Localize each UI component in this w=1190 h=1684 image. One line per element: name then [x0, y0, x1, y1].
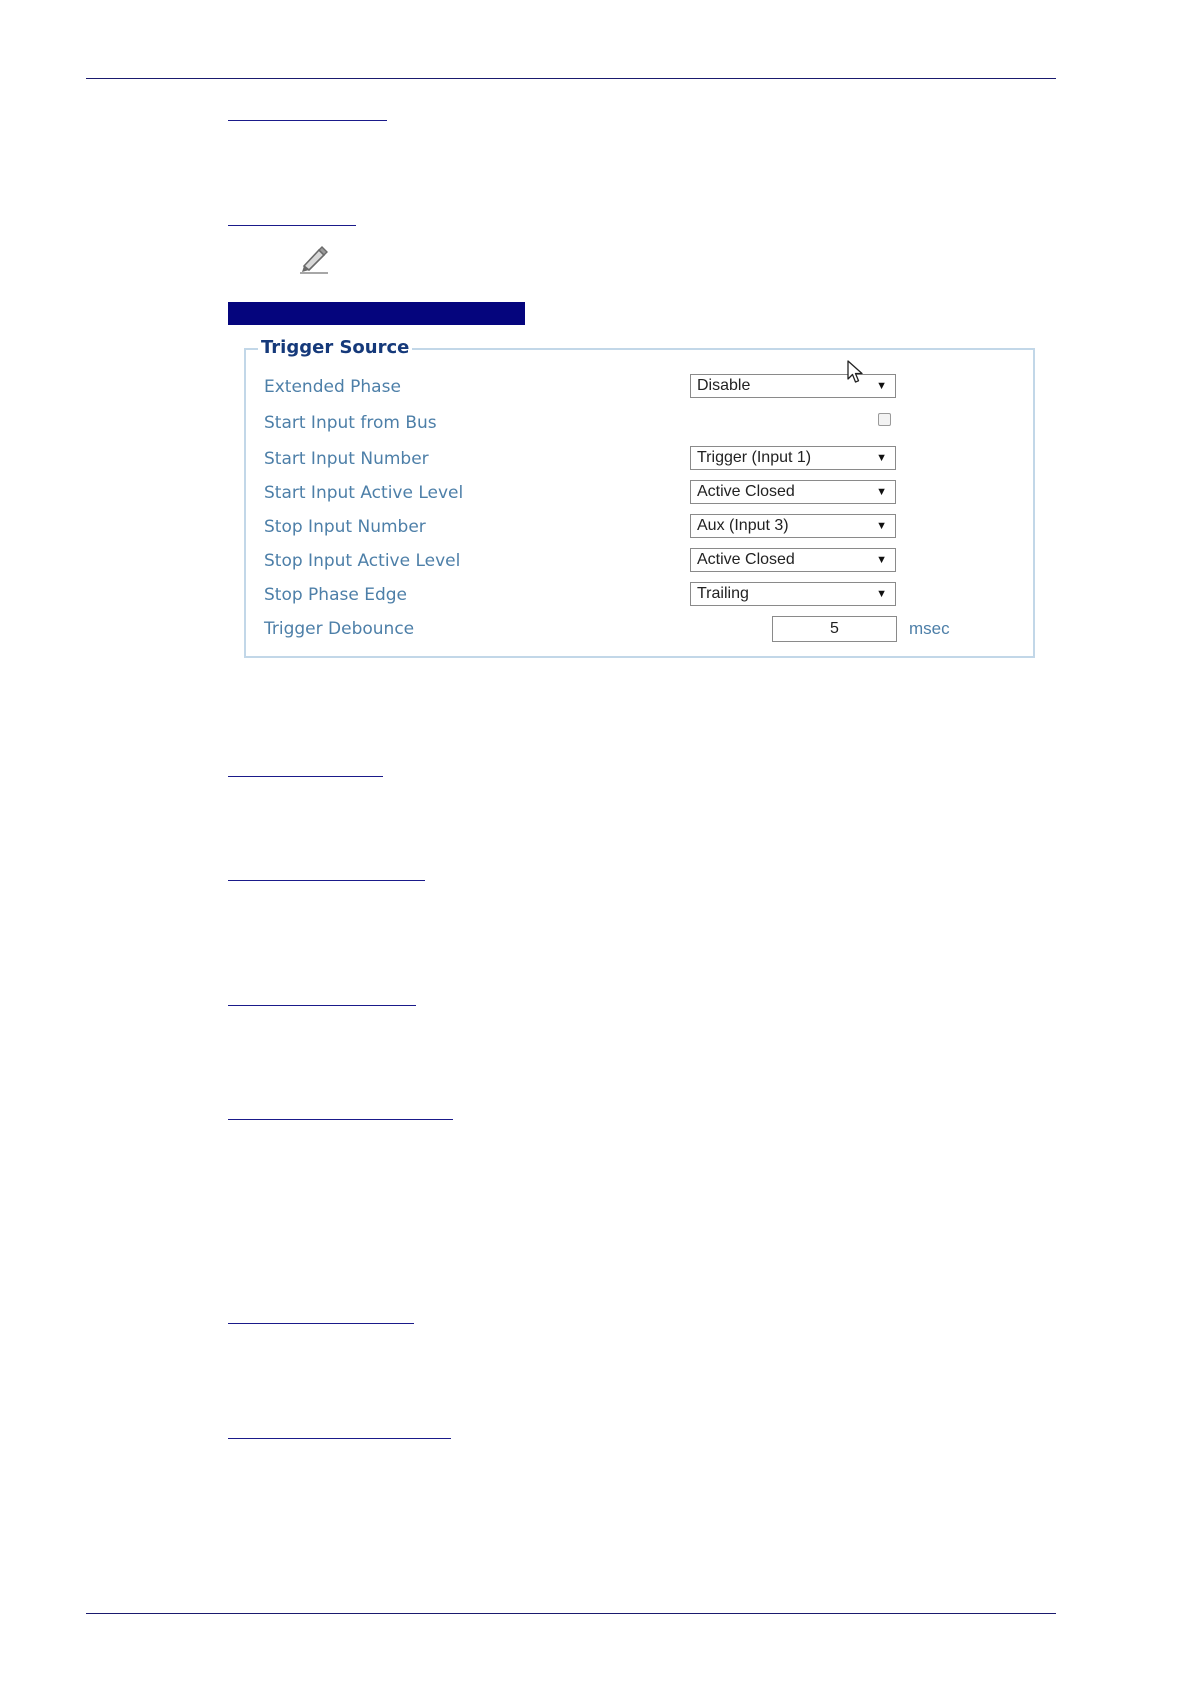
caret-down-icon: ▼: [876, 554, 887, 566]
row-extended-phase: [264, 374, 1024, 400]
link-underline[interactable]: [228, 880, 425, 881]
start-input-from-bus-label: Start Input from Bus: [264, 413, 437, 433]
extended-phase-value: Disable: [697, 377, 751, 394]
row-start-input-from-bus: [264, 410, 1024, 436]
stop-input-active-level-value: Active Closed: [697, 551, 795, 568]
extended-phase-label: Extended Phase: [264, 377, 401, 397]
link-underline[interactable]: [228, 1438, 451, 1439]
stop-input-number-label: Stop Input Number: [264, 517, 426, 537]
row-trigger-debounce: [264, 616, 1024, 642]
row-stop-phase-edge: [264, 582, 1024, 608]
footer-rule: [86, 1613, 1056, 1614]
mouse-cursor-icon: [846, 359, 866, 385]
link-underline[interactable]: [228, 225, 356, 226]
pencil-icon[interactable]: [298, 244, 330, 274]
link-underline[interactable]: [228, 1005, 416, 1006]
start-input-active-level-value: Active Closed: [697, 483, 795, 500]
panel-legend: Trigger Source: [258, 337, 412, 359]
link-underline[interactable]: [228, 120, 387, 121]
link-underline[interactable]: [228, 776, 383, 777]
start-input-number-select[interactable]: [690, 446, 896, 470]
caret-down-icon: ▼: [876, 486, 887, 498]
trigger-debounce-unit: msec: [909, 619, 950, 638]
section-header-bar: [228, 302, 525, 325]
caret-down-icon: ▼: [876, 380, 887, 392]
stop-input-number-value: Aux (Input 3): [697, 517, 789, 534]
caret-down-icon: ▼: [876, 452, 887, 464]
caret-down-icon: ▼: [876, 520, 887, 532]
stop-phase-edge-select[interactable]: [690, 582, 896, 606]
stop-input-active-level-select[interactable]: [690, 548, 896, 572]
header-rule: [86, 78, 1056, 79]
row-stop-input-active-level: [264, 548, 1024, 574]
caret-down-icon: ▼: [876, 588, 887, 600]
start-input-active-level-select[interactable]: [690, 480, 896, 504]
row-start-input-active-level: [264, 480, 1024, 506]
stop-input-active-level-label: Stop Input Active Level: [264, 551, 461, 571]
link-underline[interactable]: [228, 1323, 414, 1324]
start-input-number-label: Start Input Number: [264, 449, 429, 469]
start-input-number-value: Trigger (Input 1): [697, 449, 812, 466]
stop-input-number-select[interactable]: [690, 514, 896, 538]
link-underline[interactable]: [228, 1119, 453, 1120]
start-input-active-level-label: Start Input Active Level: [264, 483, 464, 503]
trigger-source-panel: [244, 337, 1035, 658]
stop-phase-edge-value: Trailing: [697, 585, 749, 602]
trigger-debounce-label: Trigger Debounce: [264, 619, 415, 639]
stop-phase-edge-label: Stop Phase Edge: [264, 585, 407, 605]
row-start-input-number: [264, 446, 1024, 472]
start-input-from-bus-checkbox[interactable]: [878, 413, 891, 426]
trigger-debounce-input[interactable]: 5: [772, 616, 897, 642]
row-stop-input-number: [264, 514, 1024, 540]
